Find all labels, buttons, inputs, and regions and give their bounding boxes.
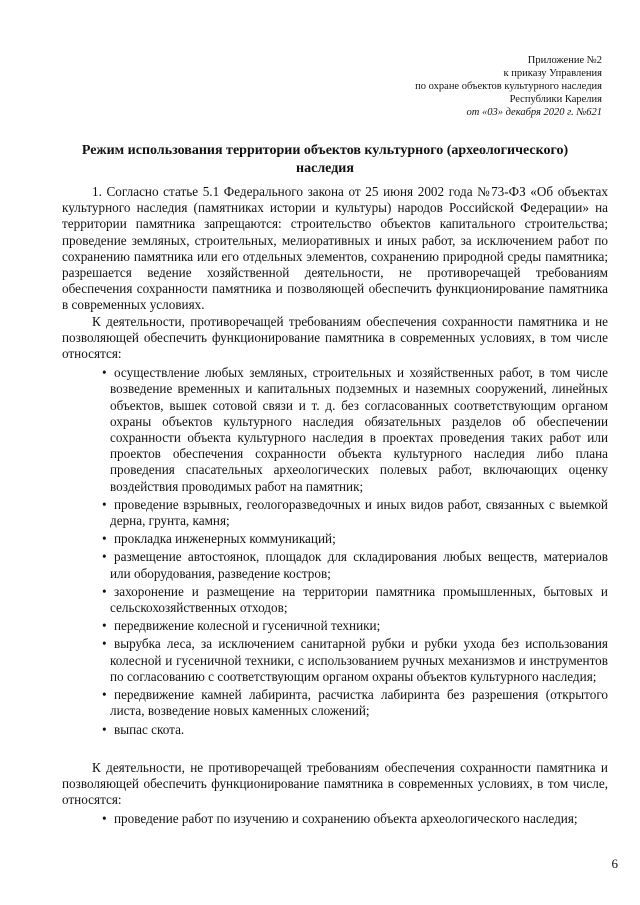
appendix-line: к приказу Управления: [503, 68, 602, 79]
bullet-icon: •: [102, 618, 107, 634]
bullet-icon: •: [102, 811, 107, 827]
list-item: • выпас скота.: [102, 721, 185, 737]
bullet-icon: •: [102, 687, 107, 703]
appendix-line: Республики Карелия: [509, 94, 602, 105]
list-item: • проведение работ по изучению и сохранению объекта археологического наследия;: [102, 811, 578, 827]
allowed-list: [62, 811, 608, 827]
paragraph-allowed-intro: К деятельности, не противоречащей требованиям обеспечения сохранности памятника и позволяющей обеспечить функционирование памятника в современных условиях, в том числе, относятся:: [62, 759, 608, 808]
list-item: • передвижение камней лабиринта, расчистка лабиринта без разрешения (открытого листа, возведение новых каменных сложений;: [102, 687, 608, 719]
bullet-icon: •: [102, 583, 107, 599]
bullet-icon: •: [102, 496, 107, 512]
list-item: • размещение автостоянок, площадок для складирования любых веществ, материалов или оборудования, разведение костров;: [102, 549, 608, 581]
bullet-icon: •: [102, 365, 107, 381]
bullet-icon: •: [102, 549, 107, 565]
list-item: • прокладка инженерных коммуникаций;: [102, 531, 336, 547]
list-item: • передвижение колесной и гусеничной техники;: [102, 618, 381, 634]
document-title: Режим использования территории объектов культурного (археологического) наследия: [81, 143, 569, 176]
bullet-icon: •: [102, 721, 107, 737]
prohibited-list: [62, 365, 608, 737]
appendix-header: [415, 54, 602, 119]
appendix-line: Приложение №2: [527, 55, 602, 66]
list-item: • проведение взрывных, геологоразведочных и иных видов работ, связанных с выемкой дерна, грунта, камня;: [102, 496, 608, 529]
page-number: 6: [611, 856, 618, 871]
appendix-line: по охране объектов культурного наследия: [415, 81, 602, 92]
paragraph-prohibited-intro: К деятельности, противоречащей требованиям обеспечения сохранности памятника и не позволяющей обеспечить функционирование памятника в современных условиях, в том числе относятся:: [62, 313, 608, 362]
list-item: • вырубка леса, за исключением санитарной рубки и рубки ухода без использования колесной и гусеничной техники, с использованием ручных механизмов и инструментов по согласованию с соответствующим органом охраны объектов культурного наследия;: [102, 636, 608, 684]
list-item: • осуществление любых земляных, строительных и хозяйственных работ, в том числе возведение временных и капитальных подземных и наземных сооружений, линейных объектов, вышек сотовой связи и т. д. без согласованных соответствующим органом охраны объектов культурного наследия обязательных разделов об обеспечении сохранности объекта культурного наследия в проектах проведения таких работ или проектов обеспечения сохранности объекта культурного наследия либо плана проведения спасательных археологических полевых работ, включающих оценку воздействия проводимых работ на памятник;: [102, 365, 608, 494]
bullet-icon: •: [102, 531, 107, 547]
order-date-number: от «03» декабря 2020 г. №621: [466, 107, 602, 118]
document-body: [62, 184, 608, 830]
bullet-icon: •: [102, 636, 107, 652]
list-item: • захоронение и размещение на территории памятника промышленных, бытовых и сельскохозяйственных отходов;: [102, 583, 608, 616]
paragraph-law-reference: 1. Согласно статье 5.1 Федерального закона от 25 июня 2002 года №73-ФЗ «Об объектах культурного наследия (памятниках истории и культуры) народов Российской Федерации» на территории памятника запрещаются: строительство объектов капитального строительства; проведение земляных, строительных, мелиоративных и иных работ, за исключением работ по сохранению памятника или его отдельных элементов, сохранению природной среды памятника; разрешается ведение хозяйственной деятельности, не противоречащей требованиям обеспечения сохранности памятника и позволяющей обеспечить функционирование памятника в современных условиях.: [62, 184, 608, 313]
